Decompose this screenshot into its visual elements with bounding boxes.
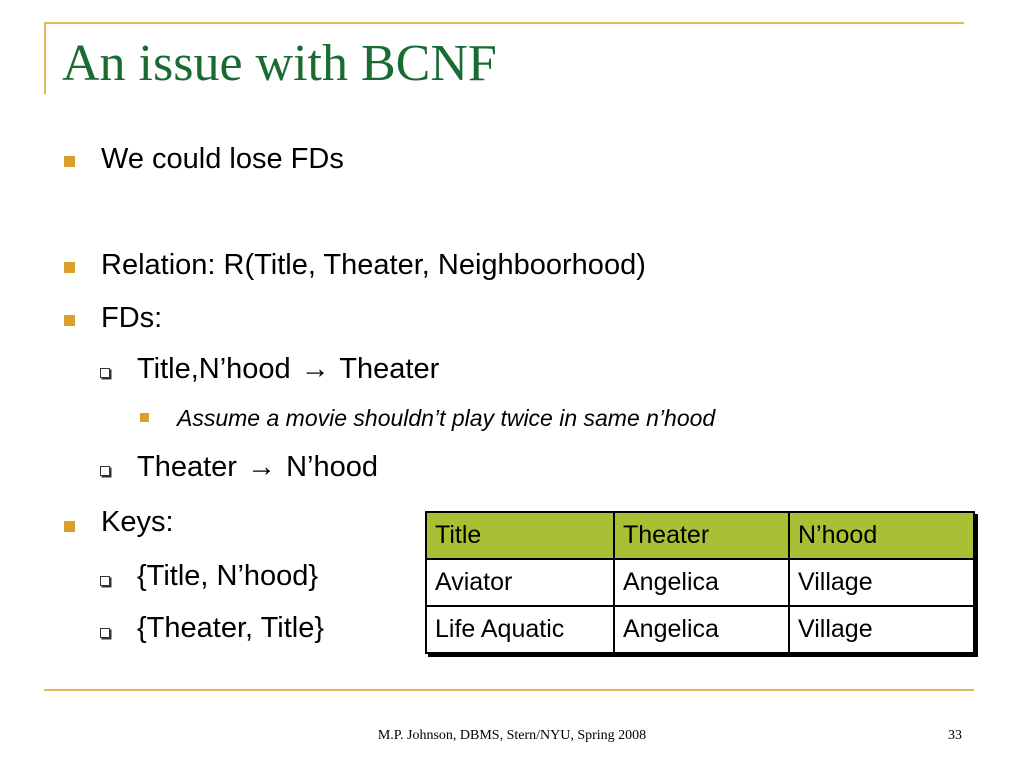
slide-title: An issue with BCNF	[62, 35, 497, 92]
top-frame-rule	[44, 22, 964, 24]
fd1-note: Assume a movie shouldn’t play twice in same n’hood	[177, 405, 716, 431]
bullet-fds: FDs:	[101, 302, 163, 334]
right-arrow-icon: →	[247, 451, 277, 483]
footer-rule	[44, 689, 974, 691]
fd1-left: Title,N’hood	[137, 353, 291, 385]
sub-bullet-box-icon	[100, 368, 110, 378]
fd2-right: N’hood	[286, 451, 378, 483]
bullet-lose-fds: We could lose FDs	[101, 143, 344, 175]
table-cell: Life Aquatic	[426, 606, 614, 653]
table-cell: Aviator	[426, 559, 614, 606]
key-theater-title: {Theater, Title}	[137, 612, 325, 644]
fd-title-nhood	[137, 355, 439, 384]
bullet-square-icon	[140, 413, 149, 422]
fd2-left: Theater	[137, 451, 237, 483]
footer-credit: M.P. Johnson, DBMS, Stern/NYU, Spring 2008	[377, 728, 647, 743]
table-cell: Angelica	[614, 559, 789, 606]
sub-bullet-box-icon	[100, 466, 110, 476]
table-row	[426, 559, 974, 606]
bullet-square-icon	[64, 156, 75, 167]
sub-bullet-box-icon	[100, 628, 110, 638]
table-row	[426, 606, 974, 653]
table-header-cell: N’hood	[789, 512, 974, 559]
example-table	[425, 511, 975, 654]
bullet-keys: Keys:	[101, 506, 174, 538]
right-arrow-icon: →	[300, 353, 330, 385]
table-cell: Angelica	[614, 606, 789, 653]
table-header-cell: Title	[426, 512, 614, 559]
left-frame-rule	[44, 22, 46, 94]
bullet-square-icon	[64, 315, 75, 326]
table-cell: Village	[789, 606, 974, 653]
table-header-cell: Theater	[614, 512, 789, 559]
bullet-square-icon	[64, 262, 75, 273]
table-cell: Village	[789, 559, 974, 606]
key-title-nhood: {Title, N’hood}	[137, 560, 319, 592]
bullet-square-icon	[64, 521, 75, 532]
table-header-row	[426, 512, 974, 559]
sub-bullet-box-icon	[100, 576, 110, 586]
bullet-relation: Relation: R(Title, Theater, Neighboorhood)	[101, 249, 646, 281]
page-number: 33	[948, 728, 962, 743]
fd-theater	[137, 453, 378, 482]
fd1-right: Theater	[339, 353, 440, 385]
